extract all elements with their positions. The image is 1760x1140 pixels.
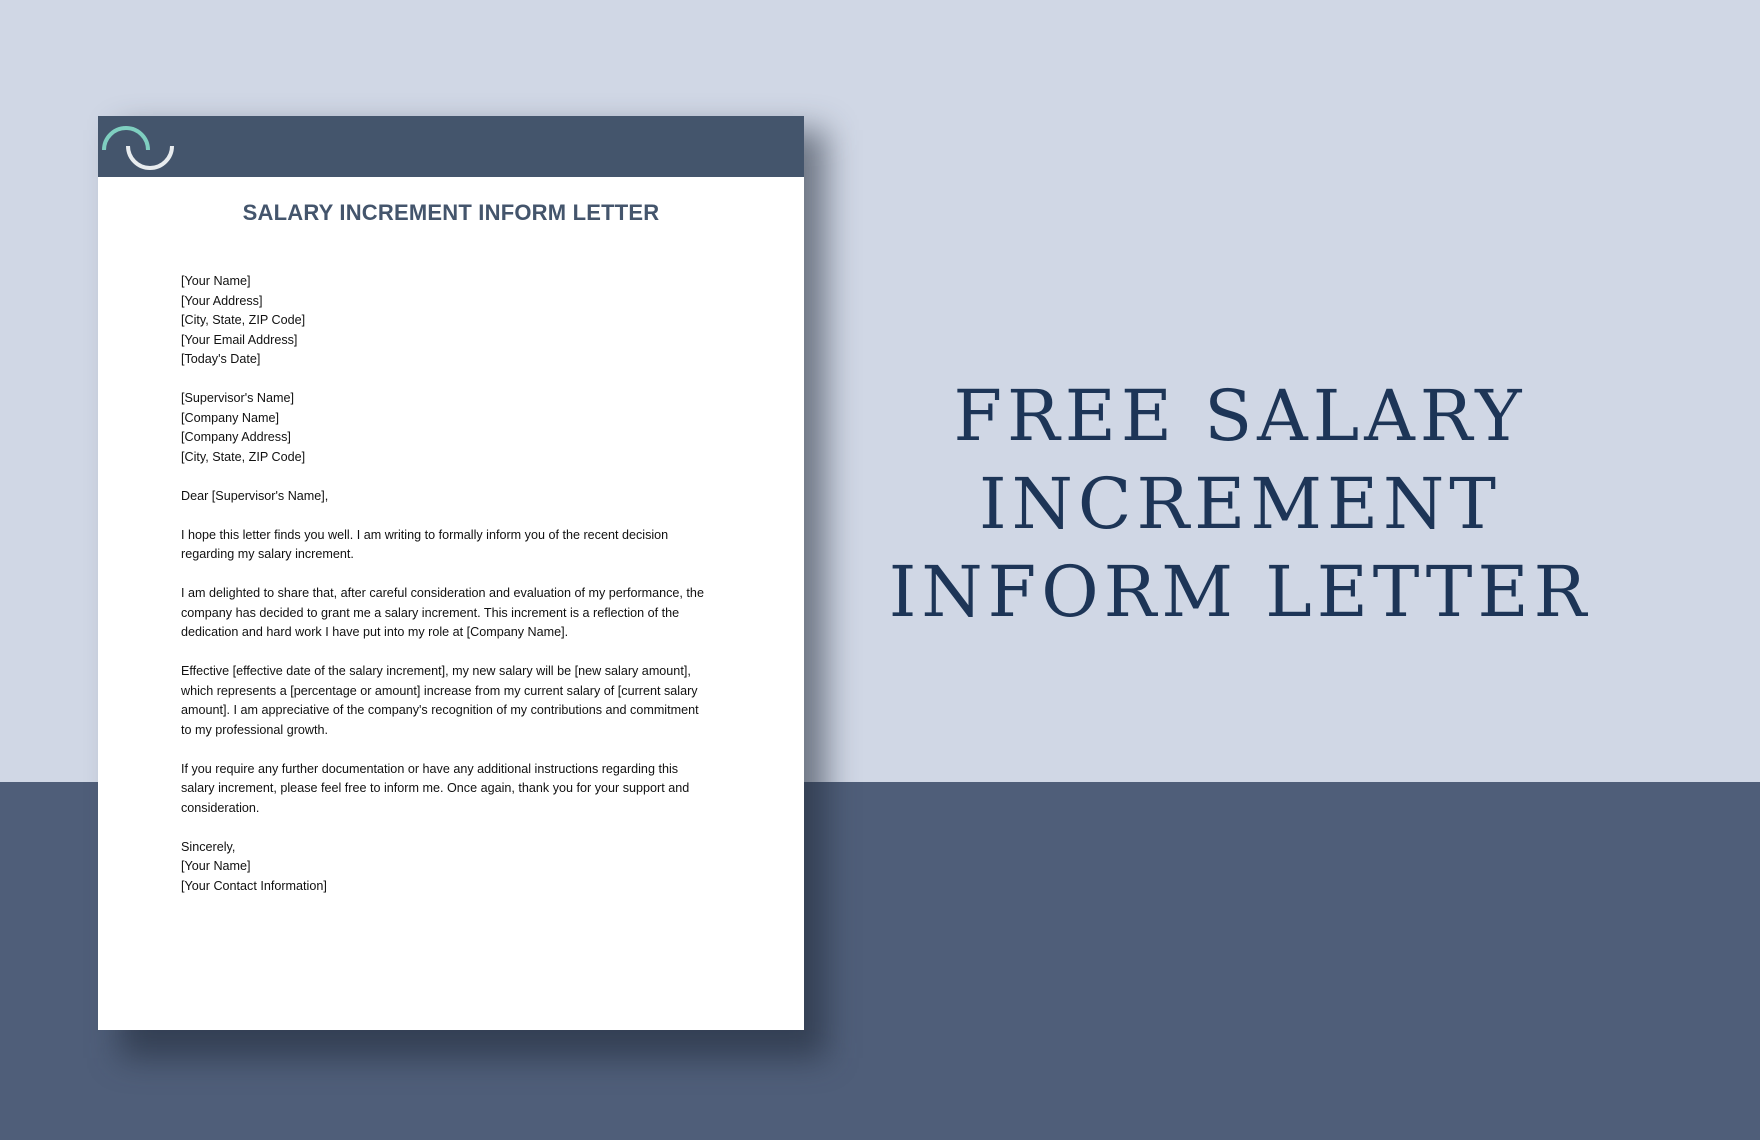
paragraph-line: I am delighted to share that, after careful consideration and evaluation of my performance, the bbox=[181, 586, 704, 600]
letter-body bbox=[181, 272, 726, 916]
paragraph-line: I hope this letter finds you well. I am writing to formally inform you of the recent decision bbox=[181, 527, 669, 542]
document-title: SALARY INCREMENT INFORM LETTER bbox=[242, 200, 660, 225]
paragraph-line: company has decided to grant me a salary increment. This increment is a reflection of the bbox=[181, 605, 680, 620]
document-header-bar bbox=[98, 116, 804, 177]
salutation-text: Dear [Supervisor's Name], bbox=[181, 488, 329, 503]
paragraph-line: Effective [effective date of the salary increment], my new salary will be [new salary amount], bbox=[181, 664, 691, 678]
body-paragraph-3 bbox=[181, 662, 726, 740]
paragraph-line: If you require any further documentation or have any additional instructions regarding this bbox=[181, 761, 679, 776]
recipient-line: [Company Address] bbox=[181, 430, 291, 444]
paragraph-line: which represents a [percentage or amount] increase from my current salary of [current salary bbox=[181, 683, 698, 698]
body-paragraph-2 bbox=[181, 584, 726, 643]
recipient-line: [Company Name] bbox=[181, 410, 279, 425]
headline-line: INFORM LETTER bbox=[888, 551, 1592, 633]
sender-line: [Your Name] bbox=[181, 274, 251, 288]
recipient-line: [Supervisor's Name] bbox=[181, 391, 294, 405]
headline bbox=[880, 372, 1600, 636]
recipient-line: [City, State, ZIP Code] bbox=[181, 449, 306, 464]
sender-line: [Today's Date] bbox=[181, 352, 261, 366]
headline-line: FREE SALARY bbox=[953, 375, 1527, 457]
closing bbox=[181, 838, 726, 897]
closing-line: Sincerely, bbox=[181, 839, 236, 854]
recipient-address bbox=[181, 389, 726, 467]
body-paragraph-1 bbox=[181, 526, 726, 565]
semicircle-logo-icon bbox=[100, 120, 180, 174]
salutation bbox=[181, 487, 726, 507]
closing-line: [Your Name] bbox=[181, 859, 251, 873]
sender-line: [Your Address] bbox=[181, 293, 263, 308]
paragraph-line: regarding my salary increment. bbox=[181, 547, 354, 561]
letter-document bbox=[98, 116, 804, 1030]
sender-address bbox=[181, 272, 726, 370]
closing-line: [Your Contact Information] bbox=[181, 878, 327, 893]
paragraph-line: to my professional growth. bbox=[181, 722, 328, 737]
sender-line: [City, State, ZIP Code] bbox=[181, 313, 306, 327]
body-paragraph-4 bbox=[181, 760, 726, 819]
headline-line: INCREMENT bbox=[979, 463, 1501, 545]
paragraph-line: amount]. I am appreciative of the company's recognition of my contributions and commitment bbox=[181, 703, 699, 717]
paragraph-line: consideration. bbox=[181, 800, 260, 815]
paragraph-line: salary increment, please feel free to inform me. Once again, thank you for your support and bbox=[181, 781, 690, 795]
sender-line: [Your Email Address] bbox=[181, 332, 298, 347]
paragraph-line: dedication and hard work I have put into my role at [Company Name]. bbox=[181, 625, 569, 639]
